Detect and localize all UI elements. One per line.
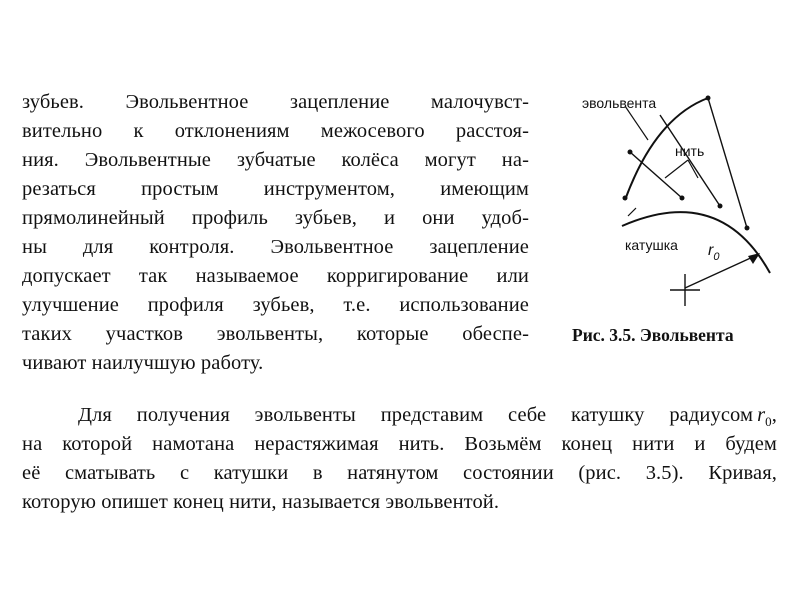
paragraph-line-start: Для получения эвольвенты представим себе катушку радиусом: [78, 404, 754, 426]
leader-line: [628, 208, 636, 216]
label-radius: $r_0$: [708, 242, 720, 263]
thread-line: [708, 98, 747, 228]
label-spool: катушка: [625, 237, 678, 253]
leader-line: [665, 160, 688, 178]
text-line: ны для контроля. Эвольвентное зацепление: [22, 236, 529, 258]
text-line: допускает так называемое корригирование или: [22, 265, 529, 287]
point-marker: [718, 204, 723, 209]
text-line: таких участков эвольвенты, которые обеспе-: [22, 323, 529, 345]
point-marker: [680, 196, 685, 201]
point-marker: [706, 96, 711, 101]
radius-line: [685, 256, 755, 288]
text-line: улучшение профиля зубьев, т.е. использование: [22, 294, 529, 316]
text-line: резаться простым инструментом, имеющим: [22, 178, 529, 200]
thread-line: [660, 115, 720, 206]
text-line: зубьев. Эвольвентное зацепление малочувст-: [22, 91, 529, 113]
point-marker: [745, 226, 750, 231]
text-line: прямолинейный профиль зубьев, и они удоб-: [22, 207, 529, 229]
point-marker: [628, 150, 633, 155]
text-line: которую опишет конец нити, называется эвольвентой.: [22, 491, 500, 513]
text-line: ния. Эвольвентные зубчатые колёса могут на-: [22, 149, 529, 171]
radius-arrowhead: [748, 253, 760, 264]
point-marker: [623, 196, 628, 201]
label-involute: эвольвента: [582, 95, 657, 111]
text-line: на которой намотана нерастяжимая нить. Возьмём конец нити и будем: [22, 433, 777, 455]
radius-symbol: $r_0$,: [757, 404, 777, 430]
text-line: её сматывать с катушки в натянутом состоянии (рис. 3.5). Кривая,: [22, 462, 777, 484]
label-thread: нить: [675, 143, 705, 159]
figure-caption: Рис. 3.5. Эвольвента: [572, 325, 734, 345]
text-line: вительно к отклонениям межосевого расстоя-: [22, 120, 529, 142]
leader-line: [688, 160, 698, 178]
leader-line: [625, 106, 648, 140]
text-line: чивают наилучшую работу.: [22, 352, 264, 374]
involute-figure: [570, 88, 790, 313]
